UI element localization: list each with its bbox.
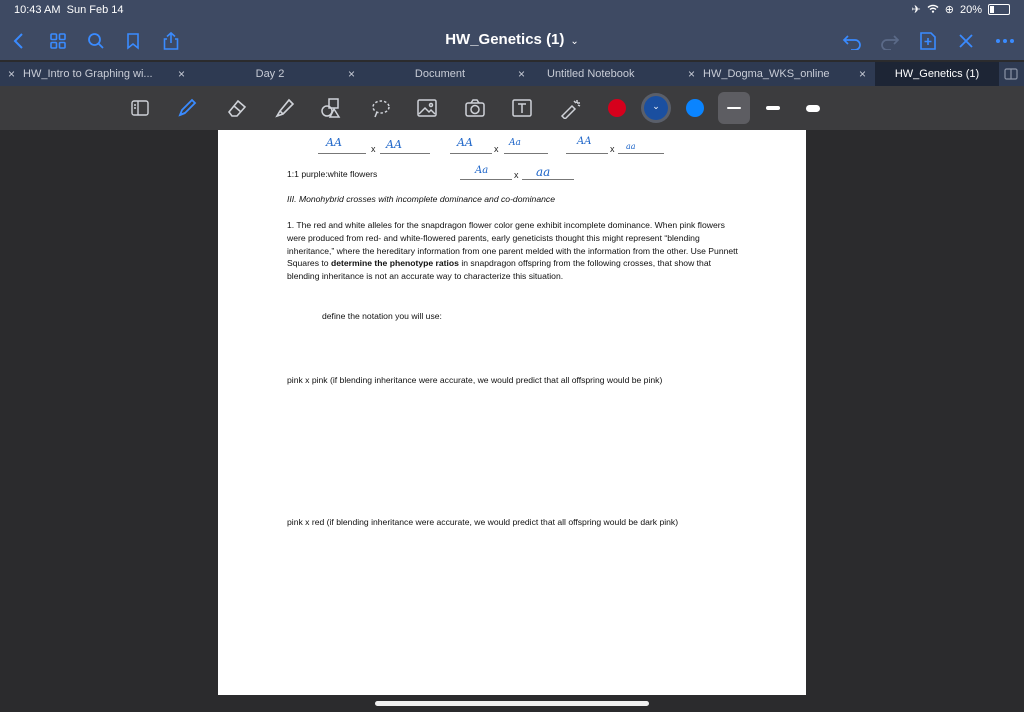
battery-percent: 20% — [959, 3, 982, 16]
document-page[interactable] — [218, 130, 806, 695]
orientation-lock-icon: ⊕ — [944, 4, 954, 16]
redo-icon[interactable] — [876, 22, 904, 60]
tab-bar — [0, 62, 1024, 86]
tab-untitled-notebook[interactable]: Untitled Notebook — [547, 68, 635, 80]
notation-prompt: define the notation you will use: — [322, 311, 442, 321]
answer-line — [460, 179, 512, 180]
section-heading: III. Monohybrid crosses with incomplete dominance and co-dominance — [287, 194, 555, 204]
eraser-tool-icon[interactable] — [222, 93, 252, 123]
tab-close-icon[interactable]: × — [859, 67, 867, 81]
cross-symbol: x — [371, 144, 376, 154]
laser-pointer-icon[interactable] — [556, 93, 586, 123]
grid-icon[interactable] — [44, 22, 72, 60]
airplane-icon: ✈ — [911, 4, 921, 16]
drawing-toolbar — [0, 86, 1024, 130]
cross-symbol: x — [494, 144, 499, 154]
cross-pink-x-pink: pink x pink (if blending inheritance were accurate, we would predict that all offspring would be pink) — [287, 375, 663, 385]
handwritten-genotype: AA — [386, 138, 402, 151]
thick-stroke-icon — [806, 105, 820, 112]
sidebar-toggle-icon[interactable] — [125, 93, 155, 123]
color-swatch-selected-blue[interactable] — [644, 96, 668, 120]
thick-stroke-button[interactable] — [798, 93, 828, 123]
answer-line — [522, 179, 574, 180]
answer-line — [380, 153, 430, 154]
cross-pink-x-red: pink x red (if blending inheritance were accurate, we would predict that all offspring would be dark pink) — [287, 517, 679, 527]
back-chevron-icon[interactable] — [4, 22, 32, 60]
answer-line — [504, 153, 548, 154]
document-title[interactable]: HW_Genetics (1) ⌄ — [445, 31, 579, 48]
cross-symbol: x — [514, 170, 519, 180]
pen-tool-icon[interactable] — [172, 93, 202, 123]
highlighter-tool-icon[interactable] — [270, 93, 300, 123]
more-options-icon[interactable] — [991, 22, 1019, 60]
tab-close-icon[interactable]: × — [688, 67, 696, 81]
status-bar — [0, 0, 1024, 22]
color-swatch-red[interactable] — [608, 99, 626, 117]
undo-icon[interactable] — [838, 22, 866, 60]
status-time: 10:43 AM Sun Feb 14 — [14, 4, 124, 16]
thin-stroke-icon — [727, 107, 741, 109]
answer-line — [566, 153, 608, 154]
tab-document[interactable]: Document — [414, 68, 466, 80]
text-tool-icon[interactable] — [507, 93, 537, 123]
tab-close-icon[interactable]: × — [8, 67, 16, 81]
lasso-tool-icon[interactable] — [366, 93, 396, 123]
tab-hw-intro-graphing[interactable]: × HW_Intro to Graphing wi... — [0, 62, 172, 86]
cross-symbol: x — [610, 144, 615, 154]
handwritten-genotype: Aa — [475, 165, 489, 176]
wifi-icon — [927, 4, 939, 16]
tab-day-2[interactable]: Day 2 — [255, 68, 285, 80]
image-tool-icon[interactable] — [412, 93, 442, 123]
answer-line — [318, 153, 366, 154]
add-page-icon[interactable] — [914, 22, 942, 60]
close-icon[interactable] — [952, 22, 980, 60]
medium-stroke-icon — [766, 106, 780, 110]
question-1-text: 1. The red and white alleles for the snapdragon flower color gene exhibit incomplete dominance. When pink flowers were produced from red- and white-flowered parents, early geneticists thought this might represent “blending inheritance,” where the hereditary information from one parent melded with the information from the other. Use Punnett Squares to determine the phenotype ratios in snapdragon offspring from the following crosses, that show that blending inheritance is not an accurate way to characterize this situation. — [287, 220, 738, 282]
answer-line — [450, 153, 492, 154]
camera-tool-icon[interactable] — [460, 93, 490, 123]
color-swatch-light-blue[interactable] — [686, 99, 704, 117]
share-icon[interactable] — [157, 22, 185, 60]
handwritten-genotype: AA — [457, 136, 473, 149]
tab-hw-dogma[interactable]: HW_Dogma_WKS_online — [703, 68, 830, 80]
handwritten-genotype: AA — [326, 136, 342, 149]
nav-bar — [0, 22, 1024, 60]
split-view-icon[interactable] — [1004, 68, 1018, 83]
search-icon[interactable] — [82, 22, 110, 60]
handwritten-genotype: aa — [536, 165, 551, 179]
tab-close-icon[interactable]: × — [178, 67, 186, 81]
battery-icon — [988, 4, 1010, 15]
handwritten-genotype: aa — [626, 142, 636, 151]
chevron-down-icon[interactable]: ⌄ — [570, 36, 579, 47]
tab-close-icon[interactable]: × — [348, 67, 356, 81]
shapes-tool-icon[interactable] — [317, 93, 347, 123]
tab-hw-genetics[interactable]: HW_Genetics (1) — [875, 62, 999, 86]
ratio-text: 1:1 purple:white flowers — [287, 169, 378, 179]
home-indicator[interactable] — [375, 701, 649, 706]
tab-close-icon[interactable]: × — [518, 67, 526, 81]
answer-line — [618, 153, 664, 154]
chevron-down-icon: ⌄ — [652, 101, 660, 111]
status-indicators — [912, 3, 1010, 16]
medium-stroke-button[interactable] — [758, 93, 788, 123]
handwritten-genotype: Aa — [509, 138, 521, 148]
thin-stroke-button[interactable] — [718, 92, 750, 124]
bookmark-icon[interactable] — [119, 22, 147, 60]
handwritten-genotype: AA — [577, 136, 592, 147]
